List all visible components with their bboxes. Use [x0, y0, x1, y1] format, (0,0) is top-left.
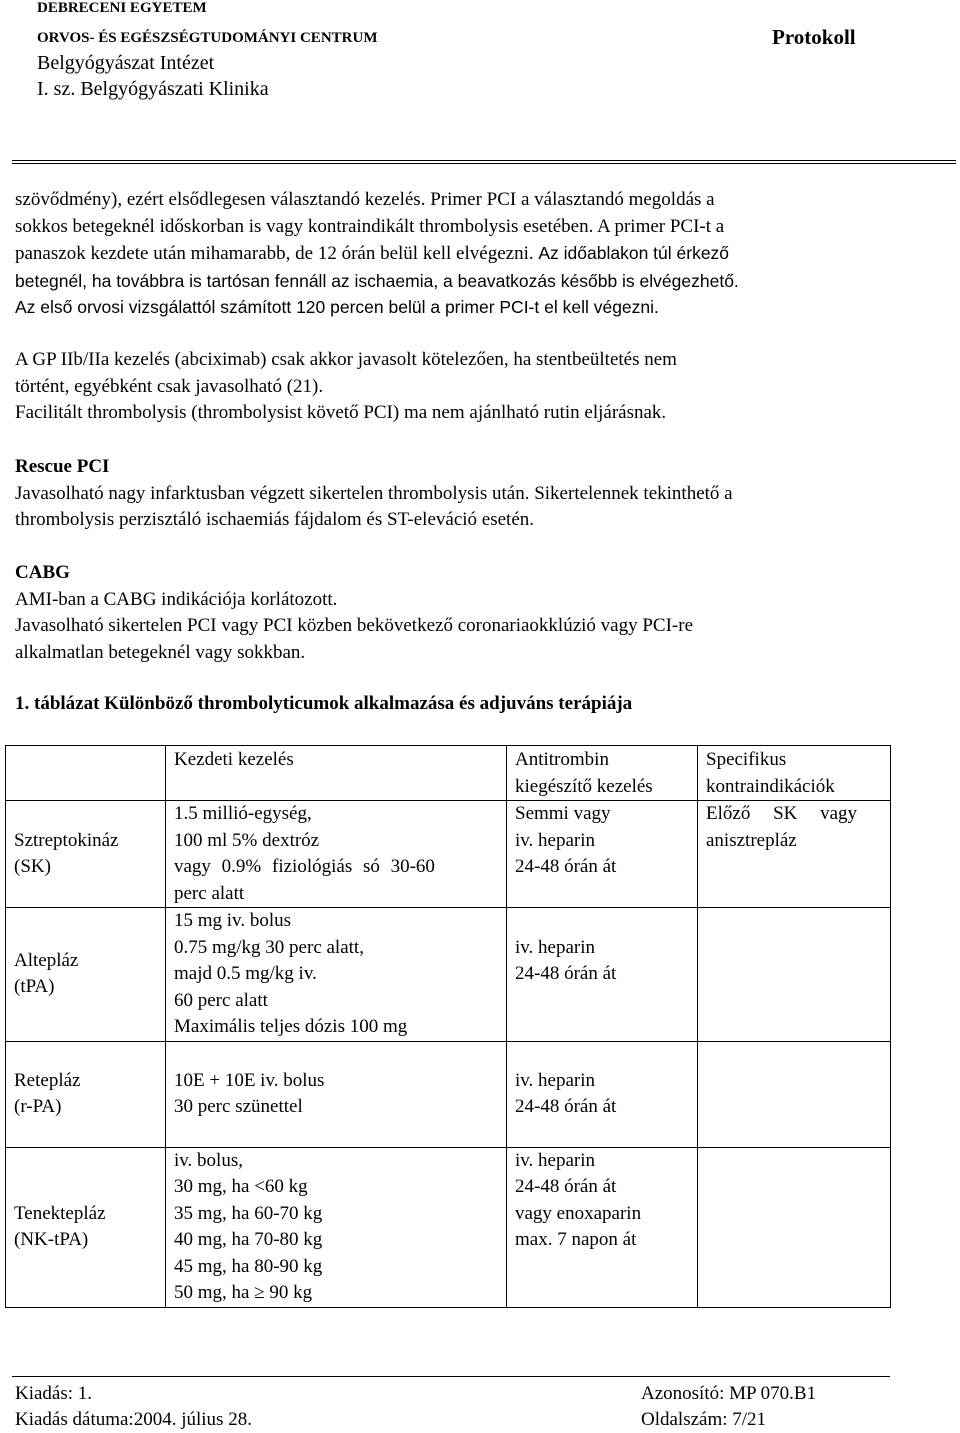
cell-line: 40 mg, ha 70-80 kg	[174, 1229, 323, 1250]
contra-cell	[698, 908, 891, 1042]
table-row	[6, 908, 891, 1042]
drug-abbr: (SK)	[14, 856, 51, 877]
header-clinic: I. sz. Belgyógyászati Klinika	[37, 78, 269, 100]
initial-cell	[166, 908, 507, 1042]
drug-cell	[6, 1041, 166, 1147]
drug-name: Sztreptokináz	[14, 829, 119, 851]
cell-line: iv. heparin	[515, 936, 596, 958]
text-line: Facilitált thrombolysis (thrombolysist követő PCI) ma nem ajánlható rutin eljárásnak.	[15, 402, 667, 423]
table-row	[6, 1041, 891, 1147]
cell-line: 30 mg, ha <60 kg	[174, 1176, 308, 1197]
table-header-row	[6, 746, 891, 801]
cell-line: 0.75 mg/kg 30 perc alatt,	[174, 936, 364, 958]
thrombolytics-table	[5, 745, 891, 1308]
cell-line: 24-48 órán át	[515, 856, 617, 877]
cell-line: iv. heparin	[515, 1149, 596, 1171]
header-rule-top	[12, 160, 956, 161]
paragraph-gp-iib	[15, 347, 887, 427]
header-label: kontraindikációk	[706, 775, 835, 797]
footer-rule	[12, 1376, 890, 1377]
cell-line: 1.5 millió-egység,	[174, 803, 312, 824]
drug-cell	[6, 801, 166, 908]
drug-name: Altepláz	[14, 949, 79, 971]
footer-edition: Kiadás: 1.	[15, 1383, 93, 1404]
drug-name: Retepláz	[14, 1069, 81, 1091]
contra-cell	[698, 1147, 891, 1307]
initial-cell	[166, 1041, 507, 1147]
antithrombin-cell	[507, 1147, 698, 1307]
drug-cell	[6, 1147, 166, 1307]
text-line: Javasolható sikertelen PCI vagy PCI közben bekövetkező coronariaokklúzió vagy PCI-re	[15, 615, 694, 636]
header-label: kiegészítő kezelés	[515, 775, 653, 797]
drug-abbr: (r-PA)	[14, 1096, 62, 1117]
cell-line: Semmi vagy	[515, 803, 611, 824]
section-heading: Rescue PCI	[15, 456, 110, 477]
initial-cell	[166, 1147, 507, 1307]
header-cell-antithrombin	[507, 746, 698, 801]
header-label: Specifikus	[706, 749, 787, 770]
cell-line: majd 0.5 mg/kg iv.	[174, 963, 317, 984]
document-type: Protokoll	[772, 25, 856, 49]
section-cabg	[15, 560, 887, 666]
table-row	[6, 1147, 891, 1307]
text-line: történt, egyébként csak javasolható (21).	[15, 375, 324, 397]
header-university: DEBRECENI EGYETEM	[37, 0, 207, 16]
cell-line: 10E + 10E iv. bolus	[174, 1069, 325, 1091]
text-segment: panaszok kezdete után mihamarabb, de 12 órán belül kell elvégezni.	[15, 243, 534, 264]
section-rescue-pci	[15, 454, 887, 534]
cell-line: 24-48 órán át	[515, 1176, 617, 1197]
contra-cell	[698, 1041, 891, 1147]
text-line: Az első orvosi vizsgálattól számított 120 percen belül a primer PCI-t el kell végezni.	[15, 297, 659, 317]
cell-line: 60 perc alatt	[174, 989, 268, 1011]
cell-line: Maximális teljes dózis 100 mg	[174, 1016, 408, 1037]
antithrombin-cell	[507, 908, 698, 1042]
header-cell-contra	[698, 746, 891, 801]
drug-name: Tenektepláz	[14, 1202, 106, 1224]
text-line: betegnél, ha továbbra is tartósan fennáll az ischaemia, a beavatkozás később is elvégezhető.	[15, 270, 739, 291]
header-institute: Belgyógyászat Intézet	[37, 52, 215, 74]
cell-line: Előző SK vagy	[706, 803, 858, 824]
antithrombin-cell	[507, 801, 698, 908]
drug-abbr: (NK-tPA)	[14, 1229, 89, 1250]
cell-line: perc alatt	[174, 882, 245, 904]
header-cell-initial	[166, 746, 507, 801]
table-row	[6, 801, 891, 908]
cell-line: iv. heparin	[515, 1069, 596, 1091]
footer-edition-date: Kiadás dátuma:2004. július 28.	[15, 1409, 252, 1430]
text-line: sokkos betegeknél időskorban is vagy kontraindikált thrombolysis esetében. A primer PCI-t a	[15, 215, 725, 237]
text-line	[15, 240, 887, 268]
cell-line: max. 7 napon át	[515, 1229, 637, 1250]
drug-cell	[6, 908, 166, 1042]
antithrombin-cell	[507, 1041, 698, 1147]
contra-cell	[698, 801, 891, 908]
text-line: AMI-ban a CABG indikációja korlátozott.	[15, 588, 338, 610]
cell-line: iv. heparin	[515, 829, 596, 851]
text-line: Javasolható nagy infarktusban végzett sikertelen thrombolysis után. Sikertelennek tekinthető a	[15, 482, 733, 504]
drug-abbr: (tPA)	[14, 976, 55, 998]
cell-line: 100 ml 5% dextróz	[174, 829, 320, 851]
text-line: alkalmatlan betegeknél vagy sokkban.	[15, 641, 306, 663]
cell-line: 24-48 órán át	[515, 963, 617, 985]
cell-line: 50 mg, ha ≥ 90 kg	[174, 1282, 313, 1303]
header-rule-bottom	[12, 163, 956, 164]
text-line: szövődmény), ezért elsődlegesen választandó kezelés. Primer PCI a választandó megoldás a	[15, 189, 715, 210]
text-segment: Az időablakon túl érkező	[538, 243, 730, 263]
table-title: 1. táblázat Különböző thrombolyticumok alkalmazása és adjuváns terápiája	[15, 693, 633, 714]
cell-line: 30 perc szünettel	[174, 1096, 303, 1117]
cell-line: anisztrepláz	[706, 829, 797, 851]
cell-line: 35 mg, ha 60-70 kg	[174, 1202, 323, 1224]
cell-line: vagy 0.9% fiziológiás só 30-60	[174, 856, 435, 877]
text-line: A GP IIb/IIa kezelés (abciximab) csak akkor javasolt kötelezően, ha stentbeültetés nem	[15, 349, 677, 370]
cell-line: 45 mg, ha 80-90 kg	[174, 1255, 323, 1277]
footer-page-number: Oldalszám: 7/21	[641, 1409, 767, 1430]
paragraph-primer-pci	[15, 187, 887, 321]
cell-line: iv. bolus,	[174, 1149, 243, 1171]
header-label: Antitrombin	[515, 749, 609, 770]
section-heading: CABG	[15, 562, 70, 583]
header-label: Kezdeti kezelés	[174, 749, 294, 770]
footer-identifier: Azonosító: MP 070.B1	[641, 1383, 817, 1404]
cell-line: 24-48 órán át	[515, 1096, 617, 1117]
cell-line: vagy enoxaparin	[515, 1202, 642, 1224]
cell-line: 15 mg iv. bolus	[174, 910, 291, 931]
header-cell-empty	[6, 746, 166, 801]
header-center: ORVOS- ÉS EGÉSZSÉGTUDOMÁNYI CENTRUM	[37, 30, 378, 46]
text-line: thrombolysis perzisztáló ischaemiás fájdalom és ST-eleváció esetén.	[15, 509, 535, 530]
initial-cell	[166, 801, 507, 908]
